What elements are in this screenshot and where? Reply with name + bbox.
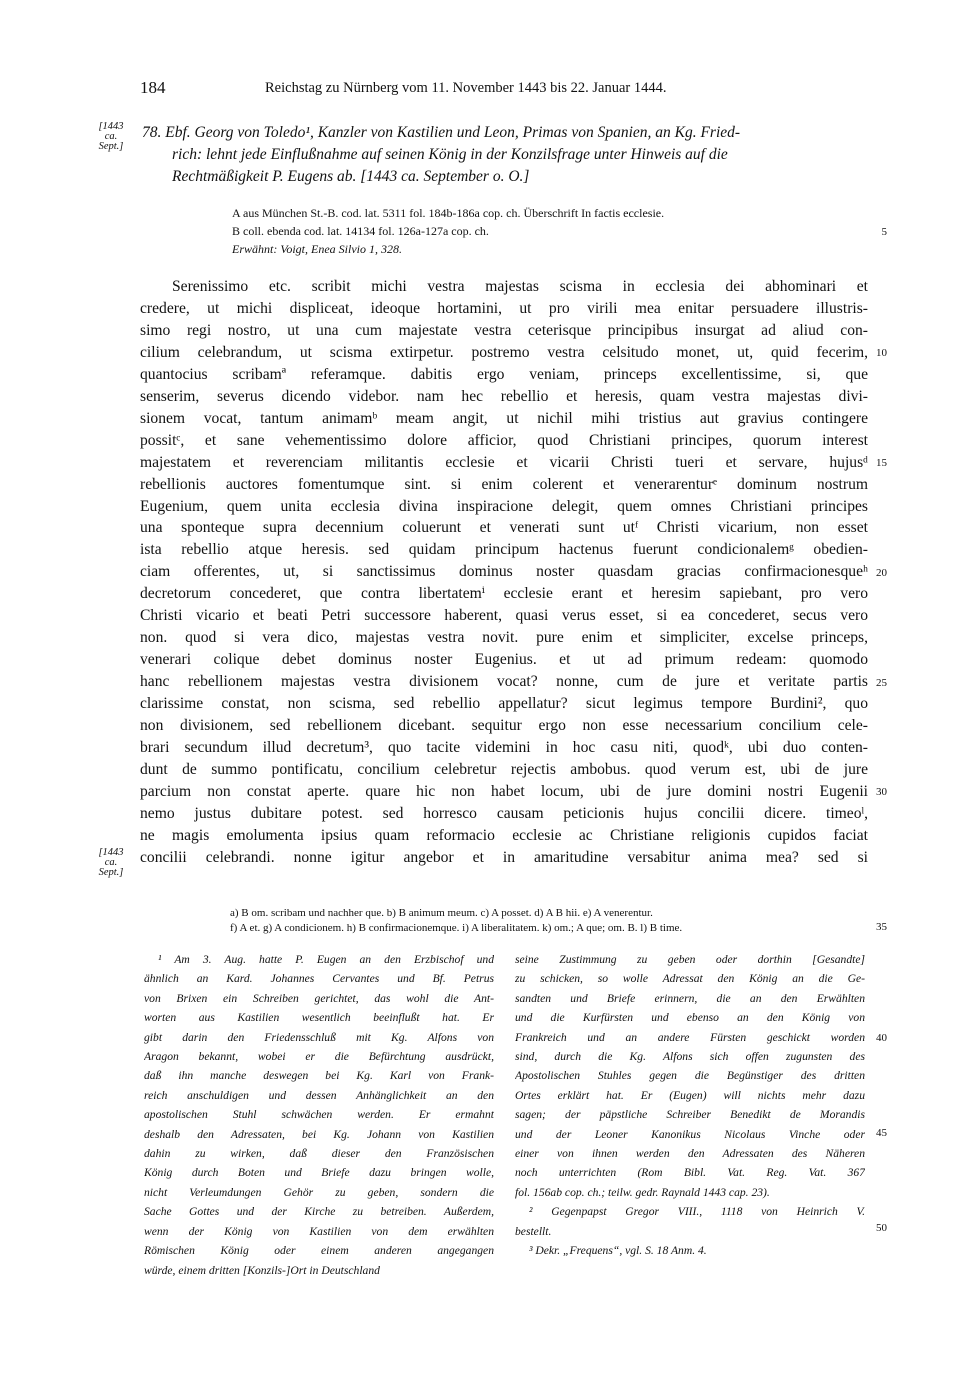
line-number: 45 <box>876 1127 887 1139</box>
heading-line: rich: lehnt jede Einflußnahme auf seinen König in der Konzilsfrage unter Hinweis auf die <box>172 146 728 163</box>
body-line: ciam offerentes, ut, si sanctissimus dominus noster quasdam gracias confirmacionesqueʰ <box>140 563 868 581</box>
body-line: Serenissimo etc. scribit michi vestra majestas scisma in ecclesia dei abhominari et <box>172 278 868 295</box>
page-number: 184 <box>140 78 166 97</box>
footnote-line: ¹ Am 3. Aug. hatte P. Eugen an den Erzbischof und <box>158 953 494 966</box>
body-line: non. quod si vera dico, majestas vestra novit. pure enim et simpliciter, excelse princeps, <box>140 629 868 647</box>
body-line: ne magis emolumenta ipsius quam reformacio ecclesie ac Christiane religionis cupidos faciat <box>140 826 868 844</box>
footnote-line: apostolischen Stuhl schwächen werden. Er ermahnt <box>144 1108 494 1122</box>
body-line: senserim, severus dicendo videbor. nam hec rebellio et heresis, quam vestra majestas divi- <box>140 387 868 405</box>
line-number: 15 <box>876 457 887 469</box>
footnote-line: gibt darin den Friedensschluß mit Kg. Alfons von <box>144 1030 494 1044</box>
footnote-line: worten aus Kastilien wesentlich beeinflußt hat. Er <box>144 1011 494 1025</box>
body-line: parcium non constat aperte. quare hic non habet locum, ubi de jure domini nostri Eugenii <box>140 782 868 800</box>
footnote-line: ähnlich an Kard. Johannes Cervantes und Bf. Petrus <box>144 972 494 986</box>
margin-note-line: Sept.] <box>98 867 124 878</box>
footnote-line: daß ihn manche deswegen bei Kg. Karl von Frank- <box>144 1069 494 1083</box>
body-line: brari secundum illud decretum³, quo tacite videmini in hoc casu niti, quodᵏ, ubi duo conten- <box>140 739 868 757</box>
body-line: clarissime constat, non scisma, sed rebellio appellatur? sicut legimus tempore Burdini², quo <box>140 695 868 713</box>
source-line: Erwähnt: Voigt, Enea Silvio 1, 328. <box>232 242 402 256</box>
footnotes-left-column <box>144 950 494 1280</box>
footnote-line: Frankreich und an andere Fürsten geschickt worden <box>515 1030 865 1044</box>
margin-date-note-bottom <box>93 848 129 878</box>
line-number: 40 <box>876 1032 887 1044</box>
source-references <box>232 204 872 258</box>
line-number: 30 <box>876 786 887 798</box>
body-line: possitᶜ, et sane vehementissimo dolore afficior, quod Christiani principes, quorum interest <box>140 431 868 449</box>
footnote-line: und die Kurfürsten und ebenso an den König von <box>515 1011 865 1025</box>
letter-body <box>140 276 868 869</box>
footnote-line: fol. 156ab cop. ch.; teilw. gedr. Raynald 1443 cap. 23). <box>515 1185 770 1199</box>
line-number: 35 <box>876 921 887 933</box>
footnote-line: reich anschuldigen und dessen Anhänglichkeit an den <box>144 1088 494 1102</box>
footnote-line: ² Gegenpapst Gregor VIII., 1118 von Heinrich V. <box>529 1205 865 1219</box>
footnote-line: sind, durch die Kg. Alfons sich offen zugunsten des <box>515 1050 865 1064</box>
footnote-line: Römischen König oder einem anderen angegangen <box>144 1244 494 1258</box>
body-line: sionem vocat, tantum animamᵇ meam angit, ut nichil mihi tristius aut gravius contingere <box>140 409 868 427</box>
body-line: Christi vicario et beati Petri successore haberent, quasi verus esset, si ea concederet, secus vero <box>140 607 868 625</box>
variant-line: a) B om. scribam und nachher que. b) B animum meum. c) A posset. d) A B hii. e) A venerentur. <box>230 907 653 919</box>
margin-note-line: [1443 <box>98 847 124 858</box>
footnote-line: und der Leoner Kanonikus Nicolaus Vinche oder <box>515 1127 865 1141</box>
source-line: A aus München St.-B. cod. lat. 5311 fol. 184b-186a cop. ch. Überschrift In factis ecclesie. <box>232 206 665 220</box>
variant-line: f) A et. g) A condicionem. h) B confirmacionemque. i) A liberalitatem. k) om.; A que; om. B. l) B time. <box>230 922 683 934</box>
line-number: 50 <box>876 1222 887 1234</box>
body-line: ista rebellio atque heresis. sed quidam principum hactenus fuerunt condicionalemᵍ obedien- <box>140 541 868 559</box>
line-number: 25 <box>876 677 887 689</box>
margin-note-line: [1443 <box>98 121 124 132</box>
body-line: dunt de summo pontificatu, concilium celebretur rejectis ambobus. quod verum est, ubi de jure <box>140 760 868 778</box>
footnote-line: einer von ihnen werden den Adressaten des Näheren <box>515 1147 865 1161</box>
margin-note-line: Sept.] <box>98 141 124 152</box>
footnotes-right-column <box>515 950 865 1261</box>
footnote-line: zu schicken, so wolle Adressat den König an die Ge- <box>515 972 865 986</box>
footnote-line: ³ Dekr. „Frequens“, vgl. S. 18 Anm. 4. <box>529 1244 707 1258</box>
textual-variants <box>230 906 870 936</box>
footnote-line: sandten und Briefe erinnern, die an den Erwählten <box>515 991 865 1005</box>
body-line: simo regi nostro, ut una cum majestate vestra ceterisque principibus insurgat ad aliud con- <box>140 321 868 339</box>
footnote-line: Sache Gottes und der Kirche zu betreiben. Außerdem, <box>144 1205 494 1219</box>
body-line: cilium celebrandum, ut scisma extirpetur. postremo vestra celsitudo monet, ut, quid fecerim, <box>140 343 868 361</box>
footnote-line: deshalb den Adressaten, bei Kg. Johann von Kastilien <box>144 1127 494 1141</box>
footnote-line: noch unterrichten (Rom Bibl. Vat. Reg. Vat. 367 <box>515 1166 865 1180</box>
body-line: majestatem et reverenciam militantis ecclesie et vicarii Christi tueri et servare, hujusᵈ <box>140 453 868 471</box>
body-line: venerari colique debet dominus noster Eugenius. et ut ad primum redeam: quomodo <box>140 651 868 669</box>
margin-note-line: ca. <box>104 857 118 868</box>
footnote-line: Apostolischen Stuhles gegen die Begünstiger des dritten <box>515 1069 865 1083</box>
heading-line: 78. Ebf. Georg von Toledo¹, Kanzler von Kastilien und Leon, Primas von Spanien, an Kg. Fried- <box>142 124 741 141</box>
body-line: quantocius scribamª referamque. dabitis ergo veniam, princeps excellentissime, si, que <box>140 365 868 383</box>
margin-date-note-top <box>93 122 129 152</box>
line-number: 10 <box>876 347 887 359</box>
body-line: una sponteque supra decennium coluerunt et venerati sunt utᶠ Christi vicarium, non esset <box>140 519 868 537</box>
footnote-line: Ortes erklärt hat. Er (Eugen) will nichts mehr dazu <box>515 1088 865 1102</box>
source-line: B coll. ebenda cod. lat. 14134 fol. 126a-127a cop. ch. <box>232 224 489 238</box>
footnote-line: dahin zu wirken, daß dieser den Französischen <box>144 1147 494 1161</box>
line-number: 20 <box>876 567 887 579</box>
heading-line: Rechtmäßigkeit P. Eugens ab. [1443 ca. September o. O.] <box>172 168 530 185</box>
margin-note-line: ca. <box>104 131 118 142</box>
footnote-line: würde, einem dritten [Konzils-]Ort in Deutschland <box>144 1263 380 1277</box>
footnote-line: bestellt. <box>515 1224 552 1238</box>
body-line: decretorum concederet, que contra libertatemⁱ ecclesie erant et heresim sapiebant, pro vero <box>140 585 868 603</box>
footnote-line: von Brixen ein Schreiben gerichtet, das wohl die Ant- <box>144 991 494 1005</box>
line-number: 5 <box>881 226 887 238</box>
footnote-line: wenn der König von Kastilien von dem erwählten <box>144 1224 494 1238</box>
document-heading <box>142 122 872 188</box>
running-title: Reichstag zu Nürnberg vom 11. November 1443 bis 22. Januar 1444. <box>265 80 667 96</box>
footnote-line: Aragon bekannt, wobei er die Befürchtung ausdrückt, <box>144 1050 494 1064</box>
body-line: Eugenium, quem unita ecclesia divina inspiracione delegit, quem omnes Christiani principes <box>140 497 868 515</box>
body-line: credere, ut michi displiceat, ideoque hortamini, ut pro virili mea enitar persuadere illustris- <box>140 299 868 317</box>
footnote-line: sagen; der päpstliche Schreiber Benedikt de Morandis <box>515 1108 865 1122</box>
body-line: hanc rebellionem majestas vestra divisionem vocat? nonne, cum de jure et veritate partis <box>140 673 868 691</box>
footnote-line: seine Zustimmung zu geben oder dorthin [Gesandte] <box>515 953 865 966</box>
body-line: rebellionis auctores fomentumque sint. si enim colerent et venerarenturᵉ dominum nostrum <box>140 475 868 493</box>
body-line: non divisionem, sed rebellionem dicebant. sequitur ergo non esse necessarium concilium cele- <box>140 717 868 735</box>
footnote-line: nicht Verleumdungen Gehör zu geben, sondern die <box>144 1185 494 1199</box>
footnote-line: König durch Boten und Briefe dazu bringen wolle, <box>144 1166 494 1180</box>
body-line: concilii celebrandi. nonne igitur angebor et in amaritudine versabitur anima mea? sed si <box>140 848 868 866</box>
body-line: nemo justus dubitare potest. sed horresco causam peticionis hujus concilii dicere. timeoˡ, <box>140 804 868 822</box>
